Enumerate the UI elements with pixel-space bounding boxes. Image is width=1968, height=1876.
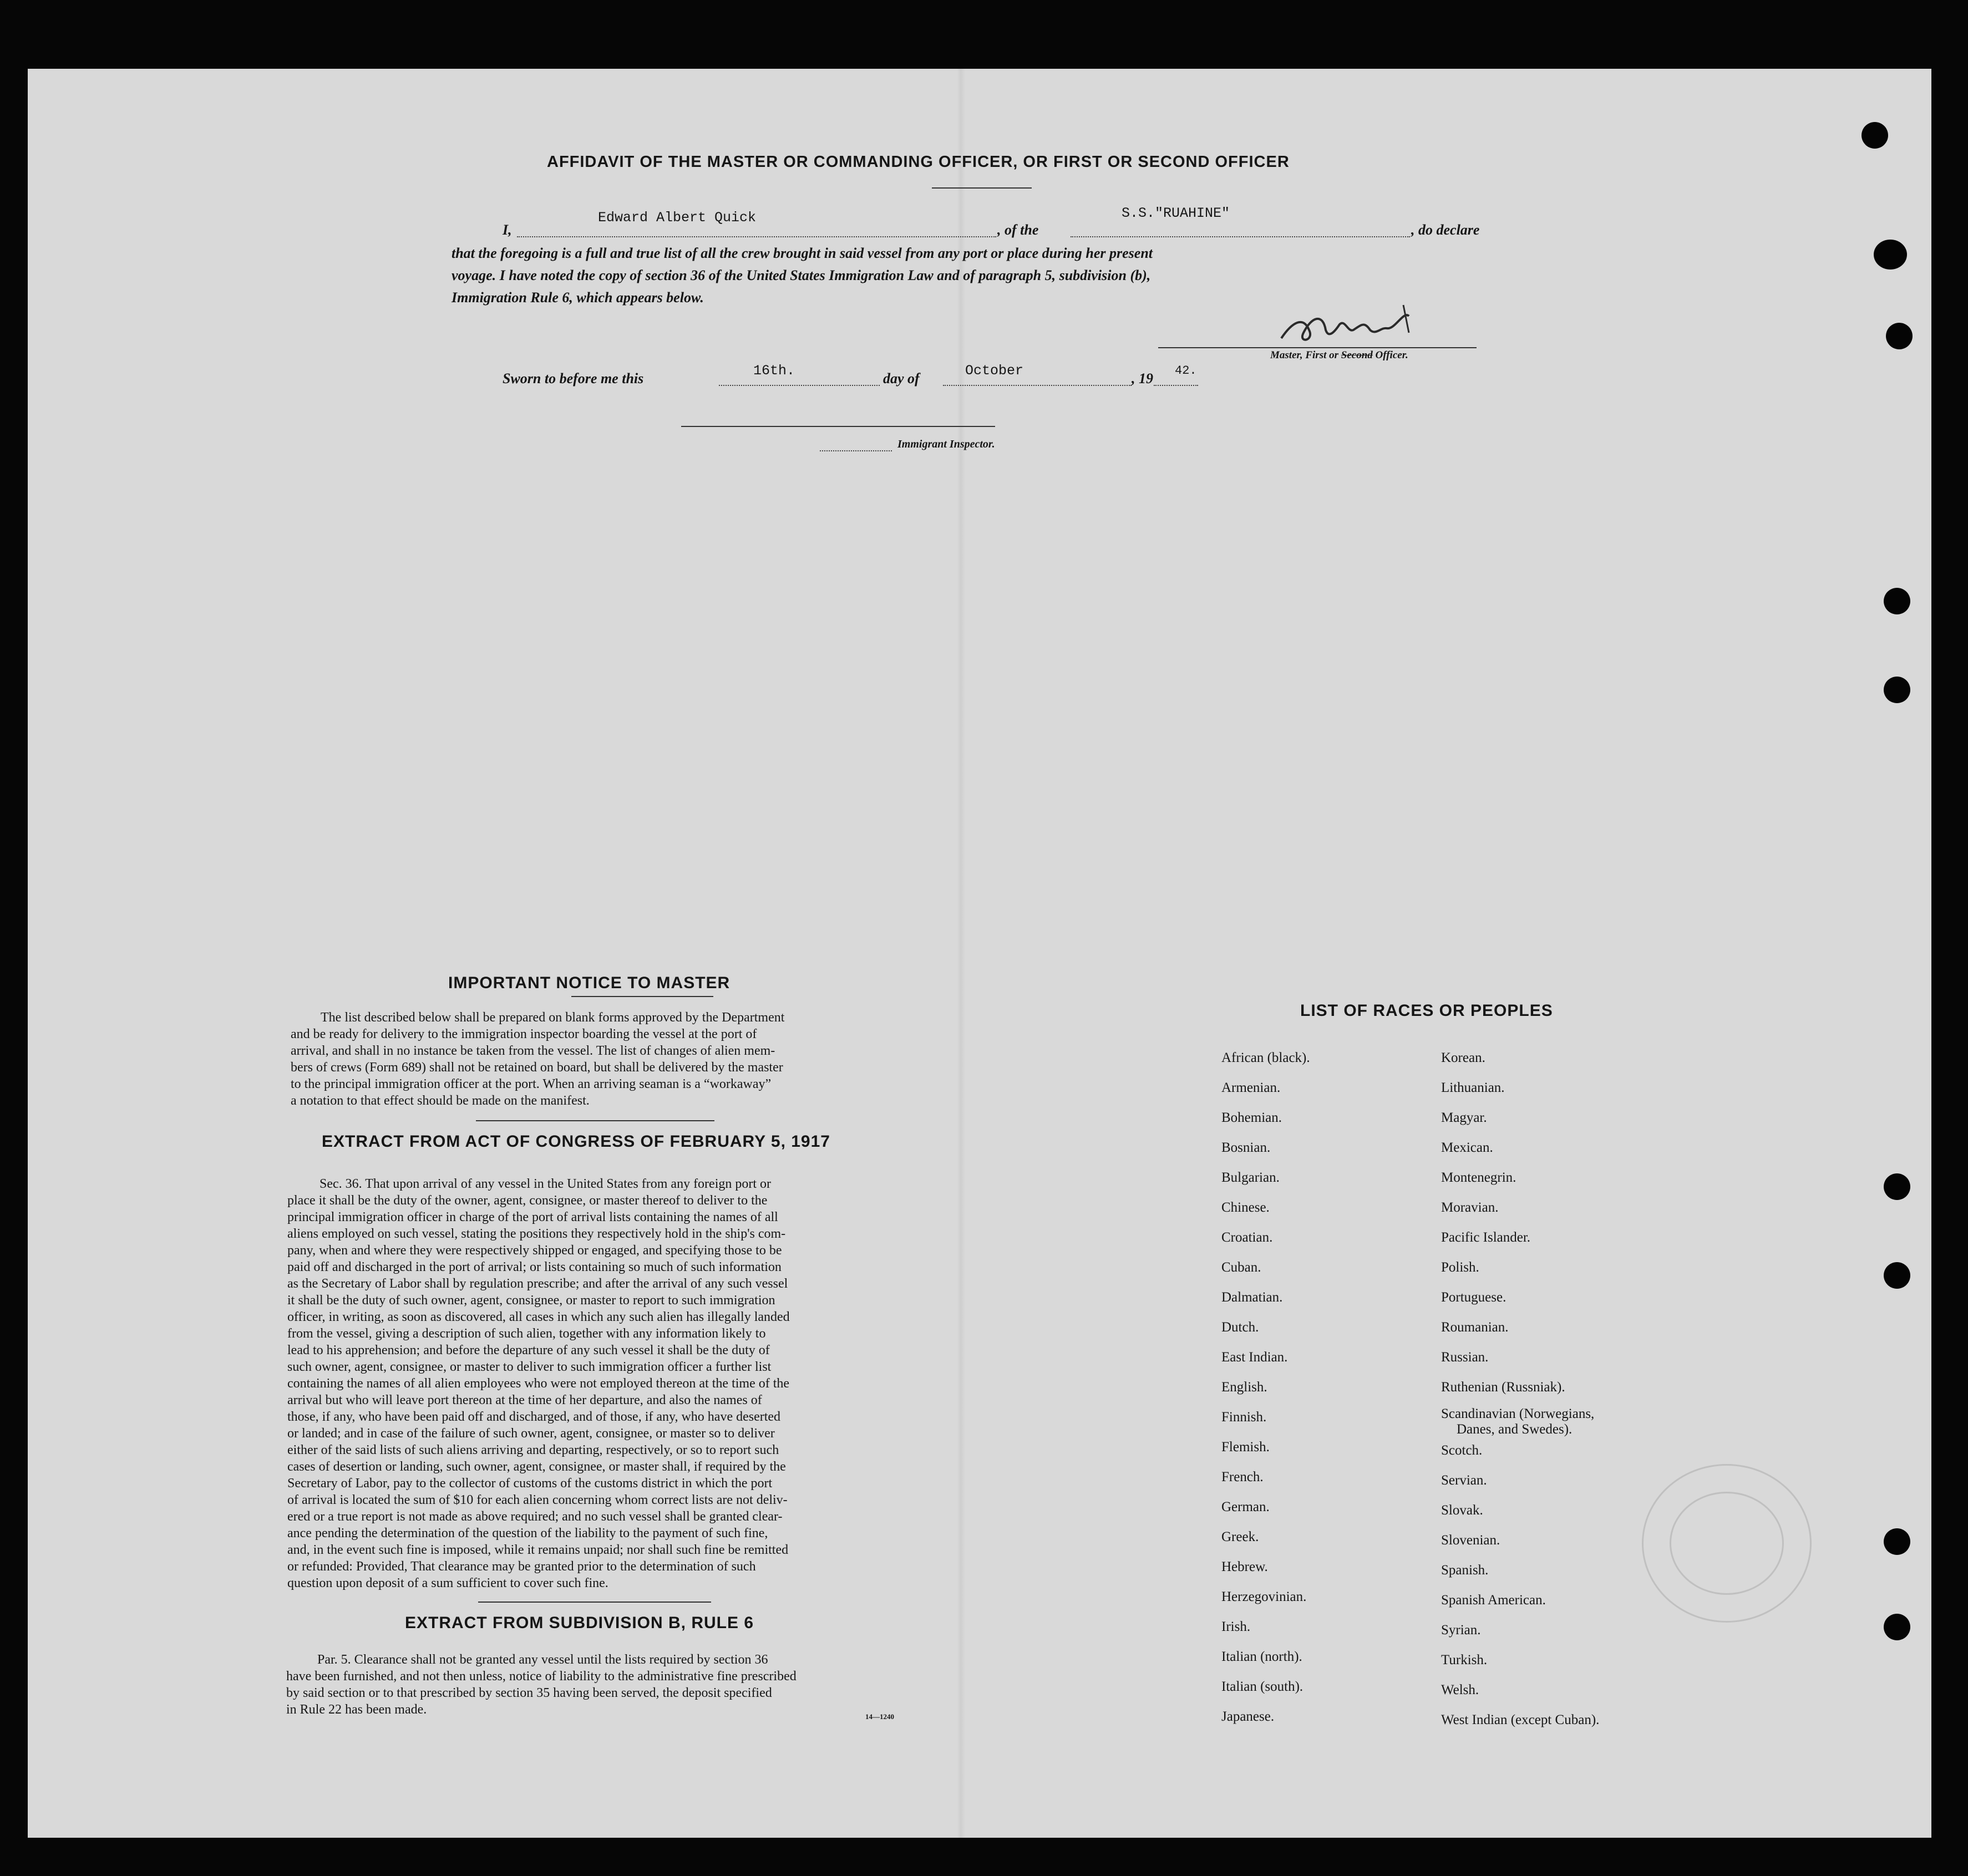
rule-extract-paragraph xyxy=(286,1651,923,1718)
act-line: those, if any, who have been paid off and discharged, and of those, if any, who have deserted xyxy=(287,1410,781,1424)
act-line: containing the names of all alien employees who were not employed thereon at the time of the xyxy=(287,1376,790,1391)
rule-line: in Rule 22 has been made. xyxy=(286,1702,427,1717)
race-item-continuation: Danes, and Swedes). xyxy=(1457,1422,1573,1437)
race-item: Russian. xyxy=(1441,1350,1489,1365)
punch-hole xyxy=(1884,677,1910,703)
race-item: African (black). xyxy=(1221,1050,1310,1065)
sworn-month: October xyxy=(965,363,1024,379)
act-line: or refunded: Provided, That clearance may be granted prior to the determination of such xyxy=(287,1559,756,1574)
punch-hole xyxy=(1884,1173,1910,1200)
race-item: Finnish. xyxy=(1221,1410,1267,1425)
notice-line: and be ready for delivery to the immigration inspector boarding the vessel at the port of xyxy=(291,1027,757,1041)
signature-line xyxy=(1158,347,1477,348)
race-item: Korean. xyxy=(1441,1050,1485,1065)
act-line: aliens employed on such vessel, stating the positions they respectively hold in the ship's com- xyxy=(287,1227,786,1241)
act-line: ance pending the determination of the question of the liability to the payment of such fine, xyxy=(287,1526,768,1541)
affidavit-body-line-2: voyage. I have noted the copy of section 36 of the United States Immigration Law and of paragraph 5, subdivision (b), xyxy=(452,267,1151,283)
sworn-year: 42. xyxy=(1175,364,1197,378)
notice-line: a notation to that effect should be made on the manifest. xyxy=(291,1094,590,1108)
act-line: Sec. 36. That upon arrival of any vessel in the United States from any foreign port or xyxy=(319,1177,772,1191)
title-divider xyxy=(932,187,1032,189)
act-line: as the Secretary of Labor shall by regulation prescribe; and after the arrival of any such vessel xyxy=(287,1277,788,1291)
race-item: Bosnian. xyxy=(1221,1140,1271,1155)
sworn-label: Sworn to before me this xyxy=(503,370,644,387)
race-item: Spanish. xyxy=(1441,1563,1489,1578)
race-item: Greek. xyxy=(1221,1529,1259,1544)
act-line: and, in the event such fine is imposed, while it remains unpaid; nor shall such fine be remitted xyxy=(287,1543,789,1557)
race-item: Welsh. xyxy=(1441,1682,1479,1697)
race-item: Slovak. xyxy=(1441,1503,1483,1518)
notice-paragraph xyxy=(291,1009,927,1109)
day-of-label: day of xyxy=(883,370,920,387)
rule-line: Par. 5. Clearance shall not be granted any vessel until the lists required by section 36 xyxy=(317,1653,768,1667)
i-label: I, xyxy=(503,222,512,238)
race-item: Moravian. xyxy=(1441,1200,1499,1215)
form-number: 14—1240 xyxy=(865,1712,894,1721)
rule-line: by said section or to that prescribed by section 35 having been served, the deposit specified xyxy=(286,1686,772,1700)
notice-title-underline xyxy=(571,996,713,997)
notice-line: bers of crews (Form 689) shall not be retained on board, but shall be delivered by the master xyxy=(291,1060,783,1075)
race-item: Bulgarian. xyxy=(1221,1170,1280,1185)
section-divider xyxy=(476,1120,714,1121)
act-line: place it shall be the duty of the owner, agent, consignee, or master thereof to deliver to the xyxy=(287,1193,768,1208)
race-item: Scandinavian (Norwegians, xyxy=(1441,1406,1595,1421)
inspector-dots xyxy=(820,450,892,451)
race-item: Polish. xyxy=(1441,1260,1479,1275)
race-item: Scotch. xyxy=(1441,1443,1483,1458)
race-item: Spanish American. xyxy=(1441,1593,1546,1608)
act-line: from the vessel, giving a description of such alien, together with any information likely to xyxy=(287,1326,766,1341)
act-extract-paragraph xyxy=(287,1176,926,1592)
punch-hole xyxy=(1886,323,1913,349)
race-item: German. xyxy=(1221,1499,1270,1514)
officer-name-line xyxy=(517,236,996,237)
race-item: Servian. xyxy=(1441,1473,1487,1488)
punch-hole xyxy=(1862,122,1888,149)
section-divider xyxy=(478,1602,711,1603)
act-line: of arrival is located the sum of $10 for each alien concerning whom correct lists are not deliv- xyxy=(287,1493,788,1507)
race-item: Montenegrin. xyxy=(1441,1170,1516,1185)
race-item: French. xyxy=(1221,1470,1264,1484)
inspector-signature-line xyxy=(681,426,995,427)
year-prefix: , 19 xyxy=(1132,370,1153,387)
act-line: such owner, agent, consignee, or master to deliver to such immigration officer a further list xyxy=(287,1360,772,1374)
race-item: Dalmatian. xyxy=(1221,1290,1283,1305)
punch-hole xyxy=(1884,1528,1910,1555)
race-item: Slovenian. xyxy=(1441,1533,1500,1548)
act-line: principal immigration officer in charge of the port of arrival lists containing the names of all xyxy=(287,1210,778,1224)
race-item: Chinese. xyxy=(1221,1200,1270,1215)
signature-caption-part-2: Officer. xyxy=(1375,349,1408,361)
inspector-label: Immigrant Inspector. xyxy=(897,438,995,450)
punch-hole xyxy=(1884,588,1910,614)
do-declare-label: , do declare xyxy=(1411,222,1480,238)
officer-name: Edward Albert Quick xyxy=(598,210,757,226)
act-line: question upon deposit of a sum sufficient to cover such fine. xyxy=(287,1576,608,1590)
affidavit-body-line-1: that the foregoing is a full and true list of all the crew brought in said vessel from any port or place during her present xyxy=(452,245,1153,261)
act-line: ered or a true report is not made as above required; and no such vessel shall be granted clear- xyxy=(287,1509,783,1524)
race-item: Irish. xyxy=(1221,1619,1251,1634)
act-line: cases of desertion or landing, such owner, agent, consignee, or master shall, if required by the xyxy=(287,1460,786,1474)
race-item: Dutch. xyxy=(1221,1320,1259,1335)
sworn-month-line xyxy=(943,385,1132,386)
race-item: Japanese. xyxy=(1221,1709,1275,1724)
punch-hole xyxy=(1884,1614,1910,1640)
act-line: arrival but who will leave port thereon at the time of her departure, and also the names of xyxy=(287,1393,762,1407)
affidavit-title: AFFIDAVIT OF THE MASTER OR COMMANDING OFFICER, OR FIRST OR SECOND OFFICER xyxy=(547,153,1290,171)
rule-extract-title: EXTRACT FROM SUBDIVISION B, RULE 6 xyxy=(405,1614,754,1632)
act-line: Secretary of Labor, pay to the collector of customs of the customs district in which the port xyxy=(287,1476,773,1491)
race-item: Ruthenian (Russniak). xyxy=(1441,1380,1565,1395)
race-item: East Indian. xyxy=(1221,1350,1288,1365)
race-item: Portuguese. xyxy=(1441,1290,1507,1305)
race-item: Roumanian. xyxy=(1441,1320,1509,1335)
race-item: Herzegovinian. xyxy=(1221,1589,1307,1604)
rule-line: have been furnished, and not then unless, notice of liability to the administrative fine prescribed xyxy=(286,1669,797,1684)
race-item: Bohemian. xyxy=(1221,1110,1282,1125)
race-item: Italian (north). xyxy=(1221,1649,1302,1664)
race-item: Cuban. xyxy=(1221,1260,1261,1275)
race-item: Croatian. xyxy=(1221,1230,1273,1245)
race-item: Pacific Islander. xyxy=(1441,1230,1531,1245)
races-title: LIST OF RACES OR PEOPLES xyxy=(1300,1001,1553,1020)
race-item: English. xyxy=(1221,1380,1267,1395)
act-line: it shall be the duty of such owner, agent, consignee, or master to report to such immigration xyxy=(287,1293,775,1308)
race-item: Syrian. xyxy=(1441,1623,1481,1638)
race-item: Flemish. xyxy=(1221,1440,1270,1455)
race-item: Lithuanian. xyxy=(1441,1080,1505,1095)
act-line: paid off and discharged in the port of arrival; or lists containing so much of such information xyxy=(287,1260,782,1274)
seal-impression-inner xyxy=(1670,1492,1784,1595)
affidavit-body-line-3: Immigration Rule 6, which appears below. xyxy=(452,289,704,306)
race-item: Turkish. xyxy=(1441,1653,1488,1667)
sworn-year-line xyxy=(1154,385,1198,386)
act-line: either of the said lists of such aliens arriving and departing, respectively, or so to report such xyxy=(287,1443,779,1457)
race-item: Italian (south). xyxy=(1221,1679,1303,1694)
punch-hole xyxy=(1874,240,1907,270)
signature-caption-part-1: Master, First or xyxy=(1270,349,1339,361)
sworn-day: 16th. xyxy=(753,363,795,379)
notice-line: The list described below shall be prepared on blank forms approved by the Department xyxy=(321,1010,785,1025)
vessel-name: S.S."RUAHINE" xyxy=(1122,205,1230,221)
act-line: pany, when and where they were respectively shipped or engaged, and specifying those to be xyxy=(287,1243,782,1258)
signature-caption xyxy=(1270,349,1408,362)
master-signature xyxy=(1270,299,1448,349)
race-item: Mexican. xyxy=(1441,1140,1493,1155)
punch-hole xyxy=(1884,1262,1910,1289)
notice-line: to the principal immigration officer at the port. When an arriving seaman is a “workaway” xyxy=(291,1077,772,1091)
of-the-label: , of the xyxy=(997,222,1039,238)
act-line: lead to his apprehension; and before the departure of any such vessel it shall be the duty of xyxy=(287,1343,770,1358)
act-extract-title: EXTRACT FROM ACT OF CONGRESS OF FEBRUARY 5, 1917 xyxy=(322,1132,830,1151)
signature-caption-struck: Second xyxy=(1341,349,1373,361)
act-line: or landed; and in case of the failure of such owner, agent, consignee, or master so to deliver xyxy=(287,1426,775,1441)
vessel-name-line xyxy=(1071,236,1410,237)
race-item: Hebrew. xyxy=(1221,1559,1268,1574)
race-item: West Indian (except Cuban). xyxy=(1441,1712,1600,1727)
notice-line: arrival, and shall in no instance be taken from the vessel. The list of changes of alien mem- xyxy=(291,1044,775,1058)
race-item: Magyar. xyxy=(1441,1110,1487,1125)
notice-title: IMPORTANT NOTICE TO MASTER xyxy=(448,974,731,992)
race-item: Armenian. xyxy=(1221,1080,1281,1095)
act-line: officer, in writing, as soon as discovered, all cases in which any such alien has illegally landed xyxy=(287,1310,790,1324)
sworn-day-line xyxy=(719,385,880,386)
